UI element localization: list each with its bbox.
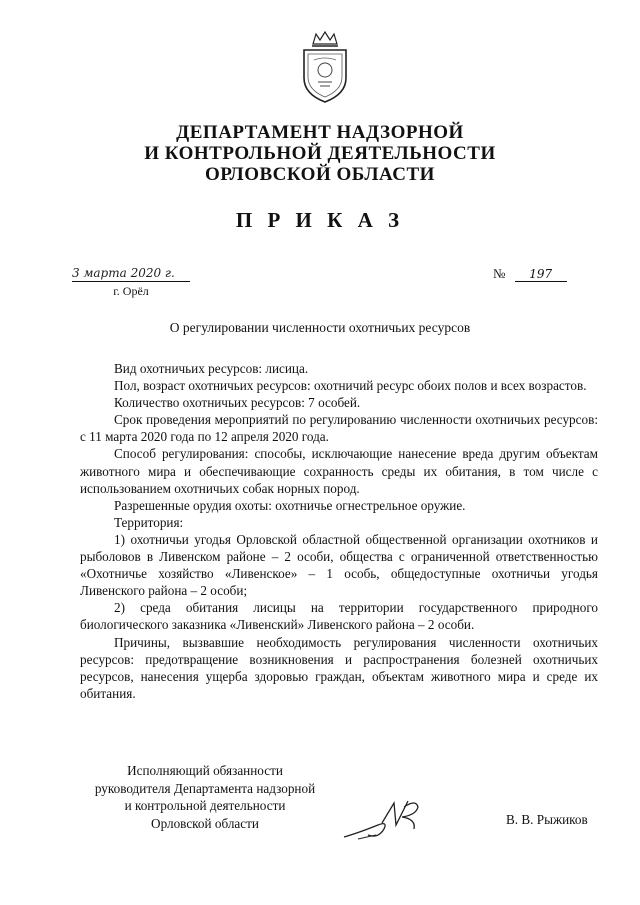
body-paragraph: Способ регулирования: способы, исключающие нанесение вреда другим объектам животного мира и обеспечивающие сохранность среды их обитания, в том числе с использованием охотничьих собак норных пород. [80,446,598,496]
role-line: руководителя Департамента надзорной [94,780,316,796]
body-paragraph: 1) охотничьи угодья Орловской областной общественной организации охотников и рыболовов в Ливенском районе – 2 особи, общества с ограниченной ответственностью «Охотничье хозяйство «Ливенское» – 1 особь, общедоступные охотничьи угодья Ливенского района – 2 особи; [80,531,598,599]
role-line: Орловской области [151,815,259,831]
body-paragraph: Территория: [114,514,184,530]
coat-of-arms-icon [296,30,354,106]
number-label: № [493,266,506,281]
order-number [493,266,567,282]
org-line: ДЕПАРТАМЕНТ НАДЗОРНОЙ [176,122,464,143]
org-line: И КОНТРОЛЬНОЙ ДЕЯТЕЛЬНОСТИ [144,143,496,164]
org-header [0,122,640,185]
org-line: ОРЛОВСКОЙ ОБЛАСТИ [205,164,435,185]
handwritten-signature-icon [338,795,438,843]
body-paragraph: Количество охотничьих ресурсов: 7 особей. [114,395,361,411]
body-paragraph: 2) среда обитания лисицы на территории государственного природного биологического заказника «Ливенский» Ливенского района – 2 особи. [80,600,598,633]
date-block [72,266,190,299]
handwritten-date: 3 марта 2020 г. [72,266,190,282]
city-label: г. Орёл [113,284,149,298]
subject-line: О регулировании численности охотничьих ресурсов [169,320,471,335]
role-line: и контрольной деятельности [124,798,286,813]
body-paragraph: Вид охотничьих ресурсов: лисица. [114,361,309,376]
signatory-role [78,762,332,832]
body-paragraph: Причины, вызвавшие необходимость регулирования численности охотничьих ресурсов: предотвращение возникновения и распространения болезней охотничьих ресурсов, нанесения ущерба здоровью граждан, объектам животного мира и среде их обитания. [80,634,598,701]
signatory-name: В. В. Рыжиков [506,812,588,827]
document-title: П Р И К А З [235,208,405,232]
body-paragraph: Пол, возраст охотничьих ресурсов: охотничий ресурс обоих полов и всех возрастов. [114,378,587,394]
body-paragraph: Разрешенные орудия охоты: охотничье огнестрельное оружие. [114,497,466,513]
role-line: Исполняющий обязанности [127,763,283,778]
number-value: 197 [515,267,567,282]
document-body [80,360,598,702]
body-paragraph: Срок проведения мероприятий по регулированию численности охотничьих ресурсов: с 11 марта 2020 года по 12 апреля 2020 года. [80,412,598,445]
